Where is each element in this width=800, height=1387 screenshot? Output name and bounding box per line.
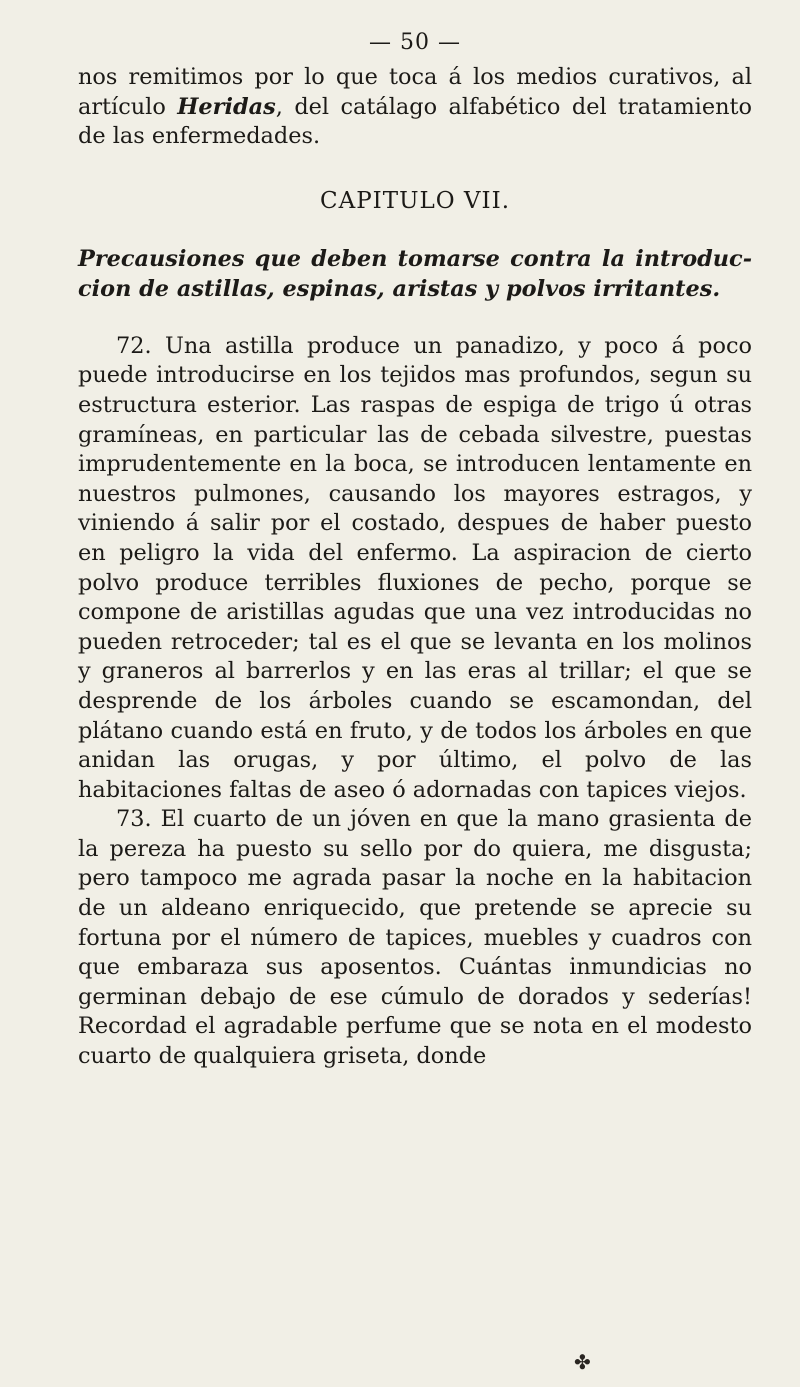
section-73 xyxy=(78,805,752,1071)
page-number: — 50 — xyxy=(369,30,461,55)
intro-paragraph xyxy=(78,63,752,152)
section-72 xyxy=(78,332,752,806)
chapter-subtitle: Precausiones que deben tomarse contra la introduccion de astillas, espinas, aristas y polvos irritantes. xyxy=(78,245,752,302)
chapter-heading: CAPITULO VII. xyxy=(319,187,511,214)
intro-italic-term: Heridas xyxy=(177,93,276,120)
printer-ornament-icon: ✤ xyxy=(574,1350,591,1374)
section-number: 73. xyxy=(116,806,152,833)
section-text: El cuarto de un jóven en que la mano grasienta de la pereza ha puesto su sello por do quiera, me disgusta; pero tampoco me agrada pasar la noche en la habitacion de un aldeano enriquecido, que pretende se aprecie su fortuna por el número de tapices, muebles y cuadros con que embaraza sus aposentos. Cuántas inmundicias no germinan debajo de ese cúmulo de dorados y sederías! Recordad el agradable perfume que se nota en el modesto cuarto de qualquiera griseta, donde xyxy=(78,806,752,1070)
section-text: Una astilla produce un panadizo, y poco á poco puede introducirse en los tejidos mas profundos, segun su estructura esterior. Las raspas de espiga de trigo ú otras gramíneas, en particular las de cebada silvestre, puestas imprudentemente en la boca, se introducen lentamente en nuestros pulmones, causando los mayores estragos, y viniendo á salir por el costado, despues de haber puesto en peligro la vida del enfermo. La aspiracion de cierto polvo produce terribles fluxiones de pecho, porque se compone de aristillas agudas que una vez introducidas no pueden retroceder; tal es el que se levanta en los molinos y graneros al barrerlos y en las eras al trillar; el que se desprende de los árboles cuando se escamondan, del plátano cuando está en fruto, y de todos los árboles en que anidan las orugas, y por último, el polvo de las habitaciones faltas de aseo ó adornadas con tapices viejos. xyxy=(78,332,752,803)
intro-text-end: , del catálago alfabético del tratamiento de las enfermedades. xyxy=(78,93,752,150)
intro-text-start: nos remitimos por lo que toca á los medios curativos, al artículo xyxy=(78,64,752,120)
section-number: 72. xyxy=(116,332,152,359)
